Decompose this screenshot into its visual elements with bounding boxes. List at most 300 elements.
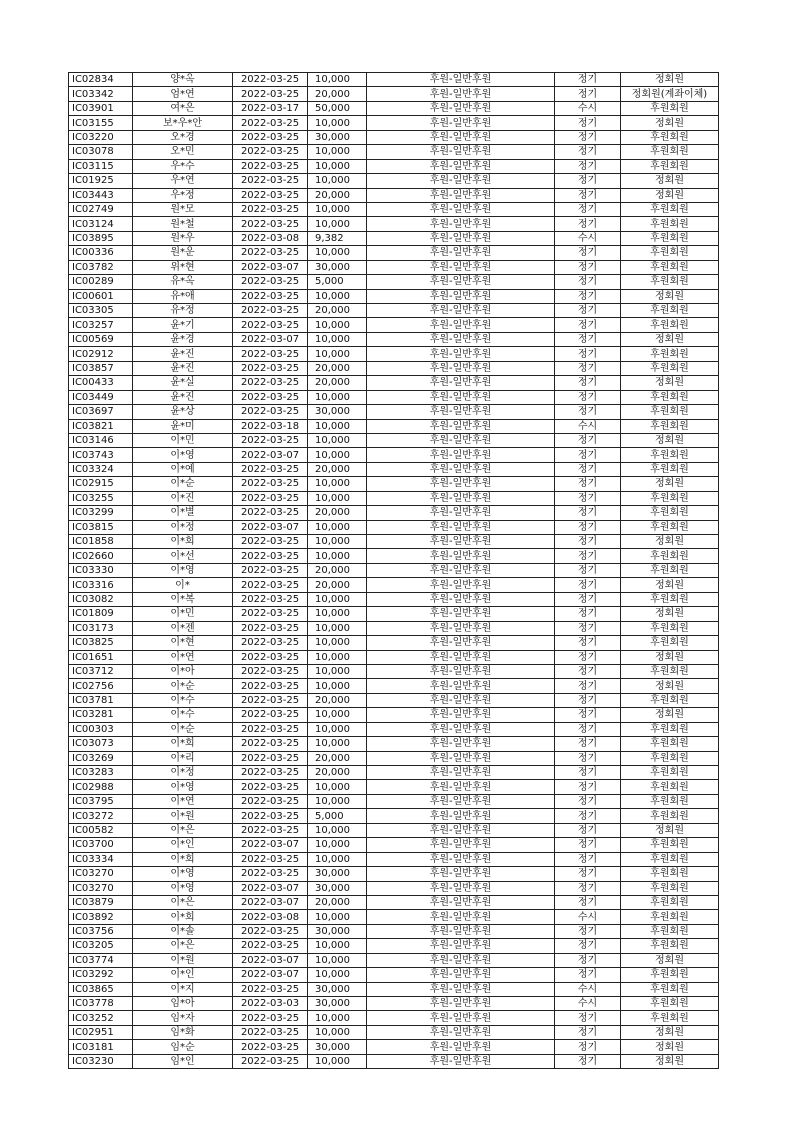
amount-cell: 10,000 (308, 419, 367, 433)
member-id-cell: IC02988 (69, 780, 133, 794)
member-id-cell: IC02756 (69, 679, 133, 693)
donation-type-cell: 후원-일반후원 (367, 895, 555, 909)
donor-name-cell: 임*아 (133, 997, 233, 1011)
member-id-cell: IC03879 (69, 895, 133, 909)
donor-name-cell: 이*별 (133, 506, 233, 520)
member-id-cell: IC00289 (69, 275, 133, 289)
frequency-cell: 수시 (555, 231, 621, 245)
amount-cell: 30,000 (308, 1040, 367, 1054)
donation-date-cell: 2022-03-25 (233, 246, 308, 260)
donation-date-cell: 2022-03-07 (233, 520, 308, 534)
frequency-cell: 정기 (555, 347, 621, 361)
donation-type-cell: 후원-일반후원 (367, 535, 555, 549)
donor-name-cell: 이*영 (133, 448, 233, 462)
frequency-cell: 정기 (555, 73, 621, 87)
donation-date-cell: 2022-03-25 (233, 924, 308, 938)
frequency-cell: 정기 (555, 895, 621, 909)
amount-cell: 10,000 (308, 636, 367, 650)
donation-type-cell: 후원-일반후원 (367, 982, 555, 996)
membership-cell: 정회원 (621, 433, 719, 447)
member-id-cell: IC03299 (69, 506, 133, 520)
membership-cell: 정회원 (621, 332, 719, 346)
member-id-cell: IC03342 (69, 87, 133, 101)
frequency-cell: 정기 (555, 809, 621, 823)
membership-cell: 후원회원 (621, 766, 719, 780)
member-id-cell: IC03756 (69, 924, 133, 938)
donation-date-cell: 2022-03-25 (233, 621, 308, 635)
membership-cell: 후원회원 (621, 737, 719, 751)
table-row (69, 1011, 719, 1025)
table-row (69, 289, 719, 303)
table-row (69, 506, 719, 520)
table-row (69, 607, 719, 621)
membership-cell: 후원회원 (621, 621, 719, 635)
table-row (69, 520, 719, 534)
donation-type-cell: 후원-일반후원 (367, 910, 555, 924)
donation-type-cell: 후원-일반후원 (367, 607, 555, 621)
frequency-cell: 정기 (555, 607, 621, 621)
donor-name-cell: 이*희 (133, 852, 233, 866)
table-row (69, 405, 719, 419)
member-id-cell: IC03774 (69, 953, 133, 967)
table-row (69, 737, 719, 751)
membership-cell: 후원회원 (621, 304, 719, 318)
member-id-cell: IC03782 (69, 260, 133, 274)
membership-cell: 후원회원 (621, 159, 719, 173)
donor-name-cell: 오*민 (133, 145, 233, 159)
membership-cell: 후원회원 (621, 390, 719, 404)
donation-type-cell: 후원-일반후원 (367, 202, 555, 216)
membership-cell: 정회원 (621, 1040, 719, 1054)
membership-cell: 정회원(계좌이체) (621, 87, 719, 101)
amount-cell: 5,000 (308, 809, 367, 823)
table-row (69, 997, 719, 1011)
donation-date-cell: 2022-03-25 (233, 405, 308, 419)
table-row (69, 953, 719, 967)
donation-type-cell: 후원-일반후원 (367, 246, 555, 260)
donation-date-cell: 2022-03-25 (233, 347, 308, 361)
donation-date-cell: 2022-03-25 (233, 304, 308, 318)
table-body (69, 73, 719, 1069)
frequency-cell: 정기 (555, 549, 621, 563)
membership-cell: 후원회원 (621, 506, 719, 520)
donation-date-cell: 2022-03-25 (233, 607, 308, 621)
membership-cell: 후원회원 (621, 867, 719, 881)
membership-cell: 후원회원 (621, 794, 719, 808)
amount-cell: 20,000 (308, 751, 367, 765)
member-id-cell: IC01809 (69, 607, 133, 621)
frequency-cell: 정기 (555, 823, 621, 837)
donation-type-cell: 후원-일반후원 (367, 477, 555, 491)
donation-date-cell: 2022-03-08 (233, 231, 308, 245)
donation-type-cell: 후원-일반후원 (367, 448, 555, 462)
table-row (69, 751, 719, 765)
frequency-cell: 정기 (555, 506, 621, 520)
member-id-cell: IC03712 (69, 664, 133, 678)
table-row (69, 145, 719, 159)
amount-cell: 5,000 (308, 275, 367, 289)
frequency-cell: 정기 (555, 794, 621, 808)
amount-cell: 10,000 (308, 202, 367, 216)
donor-name-cell: 이*민 (133, 607, 233, 621)
donor-name-cell: 이*영 (133, 563, 233, 577)
member-id-cell: IC03073 (69, 737, 133, 751)
table-row (69, 1054, 719, 1068)
frequency-cell: 정기 (555, 332, 621, 346)
donation-type-cell: 후원-일반후원 (367, 433, 555, 447)
table-row (69, 361, 719, 375)
member-id-cell: IC00582 (69, 823, 133, 837)
member-id-cell: IC03124 (69, 217, 133, 231)
amount-cell: 10,000 (308, 549, 367, 563)
donor-name-cell: 임*순 (133, 1040, 233, 1054)
amount-cell: 10,000 (308, 953, 367, 967)
amount-cell: 10,000 (308, 332, 367, 346)
donation-date-cell: 2022-03-07 (233, 953, 308, 967)
membership-cell: 정회원 (621, 188, 719, 202)
amount-cell: 20,000 (308, 895, 367, 909)
donation-type-cell: 후원-일반후원 (367, 636, 555, 650)
donor-name-cell: 이*영 (133, 881, 233, 895)
table-row (69, 664, 719, 678)
membership-cell: 후원회원 (621, 145, 719, 159)
donor-name-cell: 이*예 (133, 462, 233, 476)
donor-name-cell: 윤*진 (133, 361, 233, 375)
donation-type-cell: 후원-일반후원 (367, 1054, 555, 1068)
member-id-cell: IC02660 (69, 549, 133, 563)
member-id-cell: IC03173 (69, 621, 133, 635)
donor-name-cell: 유*옥 (133, 275, 233, 289)
table-row (69, 462, 719, 476)
donation-type-cell: 후원-일반후원 (367, 924, 555, 938)
membership-cell: 후원회원 (621, 491, 719, 505)
donation-date-cell: 2022-03-25 (233, 794, 308, 808)
donor-name-cell: 이*순 (133, 477, 233, 491)
donation-date-cell: 2022-03-25 (233, 318, 308, 332)
donation-date-cell: 2022-03-25 (233, 159, 308, 173)
table-row (69, 895, 719, 909)
amount-cell: 10,000 (308, 145, 367, 159)
frequency-cell: 정기 (555, 881, 621, 895)
amount-cell: 10,000 (308, 433, 367, 447)
table-row (69, 679, 719, 693)
membership-cell: 후원회원 (621, 924, 719, 938)
frequency-cell: 정기 (555, 939, 621, 953)
donation-type-cell: 후원-일반후원 (367, 87, 555, 101)
donor-name-cell: 윤*경 (133, 332, 233, 346)
frequency-cell: 정기 (555, 390, 621, 404)
donation-type-cell: 후원-일반후원 (367, 852, 555, 866)
donation-date-cell: 2022-03-25 (233, 708, 308, 722)
table-row (69, 159, 719, 173)
table-row (69, 101, 719, 115)
membership-cell: 정회원 (621, 376, 719, 390)
amount-cell: 10,000 (308, 852, 367, 866)
donor-name-cell: 이*희 (133, 535, 233, 549)
amount-cell: 30,000 (308, 982, 367, 996)
table-row (69, 130, 719, 144)
donation-date-cell: 2022-03-25 (233, 87, 308, 101)
frequency-cell: 정기 (555, 520, 621, 534)
donor-name-cell: 이*원 (133, 809, 233, 823)
membership-cell: 후원회원 (621, 780, 719, 794)
amount-cell: 20,000 (308, 766, 367, 780)
donor-name-cell: 이*수 (133, 708, 233, 722)
member-id-cell: IC00569 (69, 332, 133, 346)
table-row (69, 260, 719, 274)
donation-date-cell: 2022-03-25 (233, 202, 308, 216)
amount-cell: 30,000 (308, 997, 367, 1011)
donor-name-cell: 이*선 (133, 549, 233, 563)
member-id-cell: IC03272 (69, 809, 133, 823)
member-id-cell: IC03305 (69, 304, 133, 318)
amount-cell: 10,000 (308, 159, 367, 173)
donation-date-cell: 2022-03-25 (233, 433, 308, 447)
amount-cell: 10,000 (308, 246, 367, 260)
table-row (69, 332, 719, 346)
table-row (69, 347, 719, 361)
donor-name-cell: 이*순 (133, 679, 233, 693)
donation-type-cell: 후원-일반후원 (367, 664, 555, 678)
table-row (69, 939, 719, 953)
membership-cell: 정회원 (621, 578, 719, 592)
table-row (69, 231, 719, 245)
frequency-cell: 정기 (555, 361, 621, 375)
donation-type-cell: 후원-일반후원 (367, 376, 555, 390)
donor-name-cell: 윤*진 (133, 347, 233, 361)
donor-name-cell: 여*은 (133, 101, 233, 115)
donation-date-cell: 2022-03-25 (233, 1011, 308, 1025)
donation-date-cell: 2022-03-25 (233, 780, 308, 794)
amount-cell: 20,000 (308, 462, 367, 476)
donation-date-cell: 2022-03-25 (233, 823, 308, 837)
membership-cell: 후원회원 (621, 217, 719, 231)
donation-date-cell: 2022-03-25 (233, 116, 308, 130)
frequency-cell: 정기 (555, 217, 621, 231)
table-row (69, 708, 719, 722)
donation-date-cell: 2022-03-25 (233, 174, 308, 188)
amount-cell: 10,000 (308, 607, 367, 621)
donation-date-cell: 2022-03-07 (233, 838, 308, 852)
member-id-cell: IC03815 (69, 520, 133, 534)
frequency-cell: 정기 (555, 968, 621, 982)
table-row (69, 87, 719, 101)
table-row (69, 477, 719, 491)
member-id-cell: IC03892 (69, 910, 133, 924)
amount-cell: 10,000 (308, 621, 367, 635)
member-id-cell: IC02749 (69, 202, 133, 216)
table-row (69, 202, 719, 216)
frequency-cell: 정기 (555, 260, 621, 274)
amount-cell: 30,000 (308, 130, 367, 144)
donation-date-cell: 2022-03-07 (233, 260, 308, 274)
member-id-cell: IC03270 (69, 881, 133, 895)
donation-date-cell: 2022-03-25 (233, 188, 308, 202)
amount-cell: 10,000 (308, 174, 367, 188)
donation-date-cell: 2022-03-03 (233, 997, 308, 1011)
member-id-cell: IC03795 (69, 794, 133, 808)
frequency-cell: 수시 (555, 910, 621, 924)
table-row (69, 563, 719, 577)
frequency-cell: 정기 (555, 145, 621, 159)
amount-cell: 10,000 (308, 780, 367, 794)
member-id-cell: IC03257 (69, 318, 133, 332)
donor-name-cell: 오*경 (133, 130, 233, 144)
donation-type-cell: 후원-일반후원 (367, 592, 555, 606)
donor-name-cell: 우*연 (133, 174, 233, 188)
donation-date-cell: 2022-03-25 (233, 1040, 308, 1054)
donor-name-cell: 양*옥 (133, 73, 233, 87)
donation-date-cell: 2022-03-25 (233, 73, 308, 87)
donation-date-cell: 2022-03-25 (233, 477, 308, 491)
donation-type-cell: 후원-일반후원 (367, 722, 555, 736)
donation-date-cell: 2022-03-25 (233, 809, 308, 823)
donor-name-cell: 이*현 (133, 636, 233, 650)
membership-cell: 후원회원 (621, 563, 719, 577)
amount-cell: 10,000 (308, 708, 367, 722)
member-id-cell: IC01858 (69, 535, 133, 549)
amount-cell: 20,000 (308, 578, 367, 592)
membership-cell: 정회원 (621, 953, 719, 967)
donation-type-cell: 후원-일반후원 (367, 650, 555, 664)
frequency-cell: 정기 (555, 130, 621, 144)
membership-cell: 정회원 (621, 679, 719, 693)
table-row (69, 116, 719, 130)
amount-cell: 10,000 (308, 347, 367, 361)
table-row (69, 188, 719, 202)
membership-cell: 정회원 (621, 73, 719, 87)
donation-type-cell: 후원-일반후원 (367, 405, 555, 419)
amount-cell: 10,000 (308, 1054, 367, 1068)
donation-date-cell: 2022-03-25 (233, 578, 308, 592)
donation-date-cell: 2022-03-18 (233, 419, 308, 433)
amount-cell: 10,000 (308, 968, 367, 982)
donor-name-cell: 보*우*안 (133, 116, 233, 130)
donor-name-cell: 이*원 (133, 953, 233, 967)
membership-cell: 정회원 (621, 708, 719, 722)
frequency-cell: 정기 (555, 621, 621, 635)
frequency-cell: 정기 (555, 650, 621, 664)
donation-date-cell: 2022-03-25 (233, 751, 308, 765)
frequency-cell: 정기 (555, 1025, 621, 1039)
membership-cell: 후원회원 (621, 275, 719, 289)
amount-cell: 30,000 (308, 867, 367, 881)
frequency-cell: 정기 (555, 867, 621, 881)
member-id-cell: IC00336 (69, 246, 133, 260)
member-id-cell: IC03255 (69, 491, 133, 505)
membership-cell: 후원회원 (621, 448, 719, 462)
amount-cell: 10,000 (308, 939, 367, 953)
donation-date-cell: 2022-03-25 (233, 361, 308, 375)
member-id-cell: IC03078 (69, 145, 133, 159)
member-id-cell: IC03316 (69, 578, 133, 592)
frequency-cell: 정기 (555, 693, 621, 707)
table-row (69, 881, 719, 895)
donation-type-cell: 후원-일반후원 (367, 332, 555, 346)
member-id-cell: IC01925 (69, 174, 133, 188)
amount-cell: 10,000 (308, 390, 367, 404)
donor-name-cell: 이* (133, 578, 233, 592)
member-id-cell: IC00433 (69, 376, 133, 390)
table-row (69, 578, 719, 592)
member-id-cell: IC03895 (69, 231, 133, 245)
table-row (69, 73, 719, 87)
frequency-cell: 정기 (555, 405, 621, 419)
member-id-cell: IC03205 (69, 939, 133, 953)
table-row (69, 390, 719, 404)
amount-cell: 30,000 (308, 260, 367, 274)
donation-date-cell: 2022-03-25 (233, 289, 308, 303)
amount-cell: 9,382 (308, 231, 367, 245)
member-id-cell: IC03281 (69, 708, 133, 722)
donor-name-cell: 우*정 (133, 188, 233, 202)
membership-cell: 후원회원 (621, 347, 719, 361)
donor-name-cell: 임*인 (133, 1054, 233, 1068)
amount-cell: 20,000 (308, 304, 367, 318)
amount-cell: 10,000 (308, 737, 367, 751)
frequency-cell: 정기 (555, 563, 621, 577)
amount-cell: 10,000 (308, 73, 367, 87)
frequency-cell: 정기 (555, 1040, 621, 1054)
member-id-cell: IC02834 (69, 73, 133, 87)
member-id-cell: IC03283 (69, 766, 133, 780)
membership-cell: 정회원 (621, 289, 719, 303)
table-row (69, 809, 719, 823)
frequency-cell: 정기 (555, 304, 621, 318)
frequency-cell: 정기 (555, 953, 621, 967)
donation-type-cell: 후원-일반후원 (367, 968, 555, 982)
donation-type-cell: 후원-일반후원 (367, 145, 555, 159)
donation-type-cell: 후원-일반후원 (367, 188, 555, 202)
member-id-cell: IC03778 (69, 997, 133, 1011)
member-id-cell: IC00303 (69, 722, 133, 736)
member-id-cell: IC02912 (69, 347, 133, 361)
membership-cell: 정회원 (621, 607, 719, 621)
donation-type-cell: 후원-일반후원 (367, 939, 555, 953)
table-row (69, 852, 719, 866)
donation-type-cell: 후원-일반후원 (367, 867, 555, 881)
donation-date-cell: 2022-03-25 (233, 737, 308, 751)
donation-type-cell: 후원-일반후원 (367, 491, 555, 505)
table-row (69, 433, 719, 447)
table-row (69, 722, 719, 736)
amount-cell: 10,000 (308, 679, 367, 693)
membership-cell: 후원회원 (621, 838, 719, 852)
donor-name-cell: 이*은 (133, 895, 233, 909)
frequency-cell: 정기 (555, 318, 621, 332)
table-row (69, 275, 719, 289)
donation-date-cell: 2022-03-07 (233, 895, 308, 909)
donation-date-cell: 2022-03-25 (233, 650, 308, 664)
membership-cell: 정회원 (621, 535, 719, 549)
member-id-cell: IC03220 (69, 130, 133, 144)
donation-type-cell: 후원-일반후원 (367, 809, 555, 823)
donor-name-cell: 임*자 (133, 1011, 233, 1025)
donor-name-cell: 윤*기 (133, 318, 233, 332)
member-id-cell: IC03825 (69, 636, 133, 650)
amount-cell: 20,000 (308, 376, 367, 390)
amount-cell: 30,000 (308, 924, 367, 938)
frequency-cell: 정기 (555, 174, 621, 188)
amount-cell: 10,000 (308, 477, 367, 491)
frequency-cell: 수시 (555, 982, 621, 996)
donor-name-cell: 이*복 (133, 592, 233, 606)
donation-type-cell: 후원-일반후원 (367, 1011, 555, 1025)
frequency-cell: 정기 (555, 275, 621, 289)
frequency-cell: 정기 (555, 679, 621, 693)
member-id-cell: IC03865 (69, 982, 133, 996)
donation-type-cell: 후원-일반후원 (367, 101, 555, 115)
